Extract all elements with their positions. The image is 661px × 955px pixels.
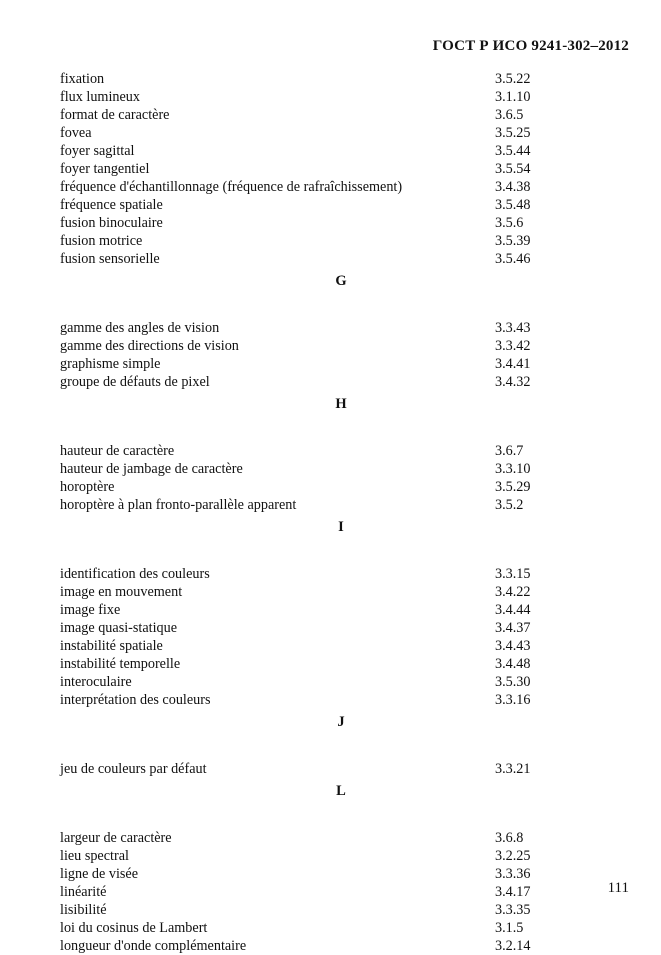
index-term: hauteur de jambage de caractère — [60, 461, 243, 477]
index-reference: 3.5.22 — [495, 71, 531, 87]
index-reference: 3.2.25 — [495, 848, 531, 864]
page-number: 111 — [607, 880, 629, 896]
index-reference: 3.6.7 — [495, 443, 524, 459]
index-entry — [60, 70, 620, 88]
index-reference: 3.4.37 — [495, 620, 531, 636]
index-reference: 3.4.22 — [495, 584, 531, 600]
section-letter: I — [338, 519, 344, 535]
index-entry — [60, 373, 620, 391]
index-reference: 3.6.5 — [495, 107, 524, 123]
term-index — [60, 70, 620, 955]
index-term: lisibilité — [60, 902, 107, 918]
index-entry — [60, 565, 620, 583]
index-entry — [60, 637, 620, 655]
section-letter: L — [336, 783, 346, 799]
index-reference: 3.5.6 — [495, 215, 524, 231]
index-term: identification des couleurs — [60, 566, 210, 582]
index-reference: 3.5.2 — [495, 497, 524, 513]
index-reference: 3.4.43 — [495, 638, 531, 654]
index-reference: 3.5.48 — [495, 197, 531, 213]
index-entry — [60, 691, 620, 709]
index-entry — [60, 442, 620, 460]
index-entry — [60, 142, 620, 160]
index-reference: 3.5.44 — [495, 143, 531, 159]
index-reference: 3.4.17 — [495, 884, 531, 900]
index-term: largeur de caractère — [60, 830, 172, 846]
index-reference: 3.1.5 — [495, 920, 524, 936]
index-reference: 3.5.39 — [495, 233, 531, 249]
index-term: fusion binoculaire — [60, 215, 163, 231]
index-entry — [60, 460, 620, 478]
index-term: image fixe — [60, 602, 121, 618]
index-entry — [60, 919, 620, 937]
index-term: fusion motrice — [60, 233, 143, 249]
index-entry — [60, 124, 620, 142]
index-reference: 3.3.21 — [495, 761, 531, 777]
index-entry — [60, 655, 620, 673]
index-term: horoptère — [60, 479, 115, 495]
index-reference: 3.3.16 — [495, 692, 531, 708]
index-entry — [60, 232, 620, 250]
index-term: gamme des angles de vision — [60, 320, 220, 336]
index-term: horoptère à plan fronto-parallèle apparent — [60, 497, 297, 513]
index-entry — [60, 106, 620, 124]
index-term: flux lumineux — [60, 89, 140, 105]
index-entry — [60, 883, 620, 901]
index-term: instabilité spatiale — [60, 638, 163, 654]
index-term: foyer tangentiel — [60, 161, 150, 177]
index-entry — [60, 937, 620, 955]
section-letter: J — [337, 714, 345, 730]
index-term: fovea — [60, 125, 92, 141]
index-entry — [60, 583, 620, 601]
index-reference: 3.3.36 — [495, 866, 531, 882]
index-entry — [60, 337, 620, 355]
index-reference: 3.4.44 — [495, 602, 531, 618]
index-entry — [60, 250, 620, 268]
section-letter: G — [335, 273, 347, 289]
index-entry — [60, 319, 620, 337]
index-reference: 3.5.29 — [495, 479, 531, 495]
index-term: instabilité temporelle — [60, 656, 181, 672]
index-reference: 3.2.14 — [495, 938, 531, 954]
index-term: loi du cosinus de Lambert — [60, 920, 208, 936]
index-term: fréquence spatiale — [60, 197, 163, 213]
index-reference: 3.5.25 — [495, 125, 531, 141]
index-entry — [60, 496, 620, 514]
index-term: fréquence d'échantillonnage (fréquence de rafraîchissement) — [60, 179, 403, 195]
index-reference: 3.3.43 — [495, 320, 531, 336]
index-entry — [60, 214, 620, 232]
index-reference: 3.3.35 — [495, 902, 531, 918]
index-term: image quasi-statique — [60, 620, 178, 636]
index-term: interprétation des couleurs — [60, 692, 211, 708]
index-reference: 3.4.38 — [495, 179, 531, 195]
index-entry — [60, 829, 620, 847]
index-entry — [60, 196, 620, 214]
index-term: groupe de défauts de pixel — [60, 374, 210, 390]
index-reference: 3.3.15 — [495, 566, 531, 582]
index-reference: 3.1.10 — [495, 89, 531, 105]
index-reference: 3.5.30 — [495, 674, 531, 690]
index-entry — [60, 478, 620, 496]
index-term: format de caractère — [60, 107, 170, 123]
index-entry — [60, 901, 620, 919]
index-entry — [60, 760, 620, 778]
index-term: lieu spectral — [60, 848, 129, 864]
index-term: hauteur de caractère — [60, 443, 175, 459]
index-term: interoculaire — [60, 674, 132, 690]
index-term: linéarité — [60, 884, 107, 900]
index-entry — [60, 355, 620, 373]
index-reference: 3.3.10 — [495, 461, 531, 477]
index-reference: 3.5.54 — [495, 161, 531, 177]
index-reference: 3.4.41 — [495, 356, 531, 372]
index-entry — [60, 619, 620, 637]
index-reference: 3.4.32 — [495, 374, 531, 390]
index-term: gamme des directions de vision — [60, 338, 239, 354]
index-entry — [60, 178, 620, 196]
index-term: graphisme simple — [60, 356, 161, 372]
index-term: longueur d'onde complémentaire — [60, 938, 247, 954]
index-term: ligne de visée — [60, 866, 139, 882]
section-letter: H — [335, 396, 347, 412]
index-term: fixation — [60, 71, 105, 87]
index-entry — [60, 673, 620, 691]
index-term: fusion sensorielle — [60, 251, 160, 267]
index-entry — [60, 160, 620, 178]
index-reference: 3.6.8 — [495, 830, 524, 846]
index-reference: 3.5.46 — [495, 251, 531, 267]
index-entry — [60, 88, 620, 106]
index-entry — [60, 865, 620, 883]
index-term: image en mouvement — [60, 584, 183, 600]
document-header: ГОСТ Р ИСО 9241-302–2012 — [432, 38, 629, 54]
index-entry — [60, 847, 620, 865]
index-reference: 3.3.42 — [495, 338, 531, 354]
index-entry — [60, 601, 620, 619]
index-term: jeu de couleurs par défaut — [60, 761, 207, 777]
index-term: foyer sagittal — [60, 143, 135, 159]
index-reference: 3.4.48 — [495, 656, 531, 672]
